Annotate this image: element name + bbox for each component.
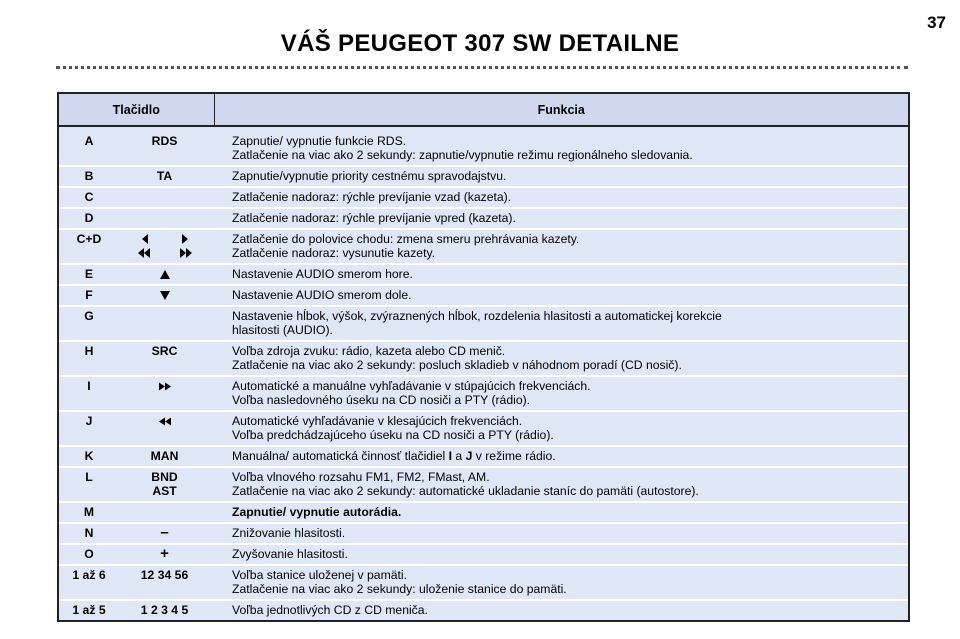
table-row — [59, 544, 908, 565]
button-code: C — [84, 190, 94, 204]
table-row — [59, 600, 908, 620]
button-label — [115, 285, 214, 306]
table-row — [59, 376, 908, 411]
fast-forward-icon — [158, 379, 172, 393]
triangle-up-icon — [159, 267, 171, 281]
button-label — [115, 264, 214, 285]
table-row — [59, 502, 908, 523]
button-label: – — [160, 524, 169, 541]
button-label: 12 34 56 — [140, 568, 189, 582]
button-code: K — [84, 449, 94, 463]
triangle-down-icon — [159, 288, 171, 302]
button-code: A — [84, 134, 94, 148]
table-row — [59, 565, 908, 600]
function-description: Zatlačenie nadoraz: rýchle prevíjanie vpred (kazeta). — [232, 211, 516, 225]
button-label: SRC — [151, 344, 178, 358]
button-code: G — [84, 309, 94, 323]
table-row — [59, 229, 908, 264]
button-code: N — [84, 526, 94, 540]
fast-rewind-icon — [158, 414, 172, 428]
button-label — [115, 411, 214, 446]
table-row — [59, 264, 908, 285]
button-code: O — [84, 547, 94, 561]
function-description: Nastavenie AUDIO smerom hore. — [232, 267, 413, 281]
button-code: F — [85, 288, 93, 302]
button-code: 1 až 5 — [72, 603, 106, 617]
page-number: 37 — [927, 13, 946, 32]
table-row — [59, 285, 908, 306]
button-label — [115, 208, 214, 229]
rewind-forward-arrows-icon — [134, 238, 196, 252]
page-title: VÁŠ PEUGEOT 307 SW DETAILNE — [280, 30, 680, 57]
table-row — [59, 467, 908, 502]
button-code: M — [83, 505, 95, 519]
button-code: 1 až 6 — [72, 568, 106, 582]
button-label — [115, 187, 214, 208]
button-code: L — [85, 470, 93, 484]
function-description: Automatické vyhľadávanie v klesajúcich frekvenciách. Voľba predchádzajúceho úseku na CD nosiči a PTY (rádio). — [232, 414, 554, 442]
button-label: RDS — [151, 134, 178, 148]
button-label: TA — [156, 169, 173, 183]
table-row — [59, 446, 908, 467]
button-function-table — [57, 92, 910, 622]
table-row — [59, 411, 908, 446]
button-label: 1 2 3 4 5 — [140, 603, 189, 617]
function-description: Znižovanie hlasitosti. — [232, 526, 346, 540]
table-row — [59, 208, 908, 229]
function-description: Zatlačenie do polovice chodu: zmena smeru prehrávania kazety. Zatlačenie nadoraz: vysunutie kazety. — [232, 232, 580, 260]
button-label: + — [160, 545, 169, 562]
table-row — [59, 126, 908, 166]
function-description: Voľba zdroja zvuku: rádio, kazeta alebo CD menič. Zatlačenie na viac ako 2 sekundy: posluch skladieb v náhodnom poradí (CD nosič). — [232, 344, 682, 372]
button-code: C+D — [76, 232, 102, 246]
table-row — [59, 523, 908, 544]
function-description: Zapnutie/vypnutie priority cestnému spravodajstvu. — [232, 169, 507, 183]
function-description: Voľba stanice uloženej v pamäti. Zatlačenie na viac ako 2 sekundy: uloženie stanice do pamäti. — [232, 568, 567, 596]
button-label — [115, 502, 214, 523]
button-label — [115, 376, 214, 411]
dotted-divider — [56, 66, 908, 69]
function-description: Nastavenie hĺbok, výšok, zvýraznených hĺbok, rozdelenia hlasitosti a automatickej korekcie hlasitosti (AUDIO). — [232, 309, 722, 337]
button-label — [115, 229, 214, 264]
header-function: Funkcia — [214, 94, 908, 126]
button-code: B — [84, 169, 94, 183]
function-description: Zvyšovanie hlasitosti. — [232, 547, 348, 561]
table-row — [59, 306, 908, 341]
function-description: Voľba jednotlivých CD z CD meniča. — [232, 603, 428, 617]
function-description: Manuálna/ automatická činnosť tlačidiel I a J v režime rádio. — [232, 449, 556, 463]
button-label: MAN — [150, 449, 179, 463]
table-header-row — [59, 94, 908, 126]
function-description: Zapnutie/ vypnutie autorádia. — [232, 505, 402, 519]
function-description: Nastavenie AUDIO smerom dole. — [232, 288, 412, 302]
button-code: D — [84, 211, 94, 225]
header-button: Tlačidlo — [59, 94, 214, 126]
table-row — [59, 166, 908, 187]
function-description: Automatické a manuálne vyhľadávanie v stúpajúcich frekvenciách. Voľba nasledovného úseku na CD nosiči a PTY (rádio). — [232, 379, 591, 407]
function-description: Voľba vlnového rozsahu FM1, FM2, FMast, AM. Zatlačenie na viac ako 2 sekundy: automatické ukladanie staníc do pamäti (autostore). — [232, 470, 699, 498]
table-row — [59, 187, 908, 208]
function-description: Zatlačenie nadoraz: rýchle prevíjanie vzad (kazeta). — [232, 190, 512, 204]
button-code: H — [84, 344, 94, 358]
table-row — [59, 341, 908, 376]
button-code: E — [84, 267, 94, 281]
function-description: Zapnutie/ vypnutie funkcie RDS. Zatlačenie na viac ako 2 sekundy: zapnutie/vypnutie režimu regionálneho sledovania. — [232, 134, 693, 162]
button-code: J — [85, 414, 93, 428]
button-code: I — [87, 379, 91, 393]
button-label: BND AST — [151, 470, 178, 498]
button-label — [115, 306, 214, 341]
